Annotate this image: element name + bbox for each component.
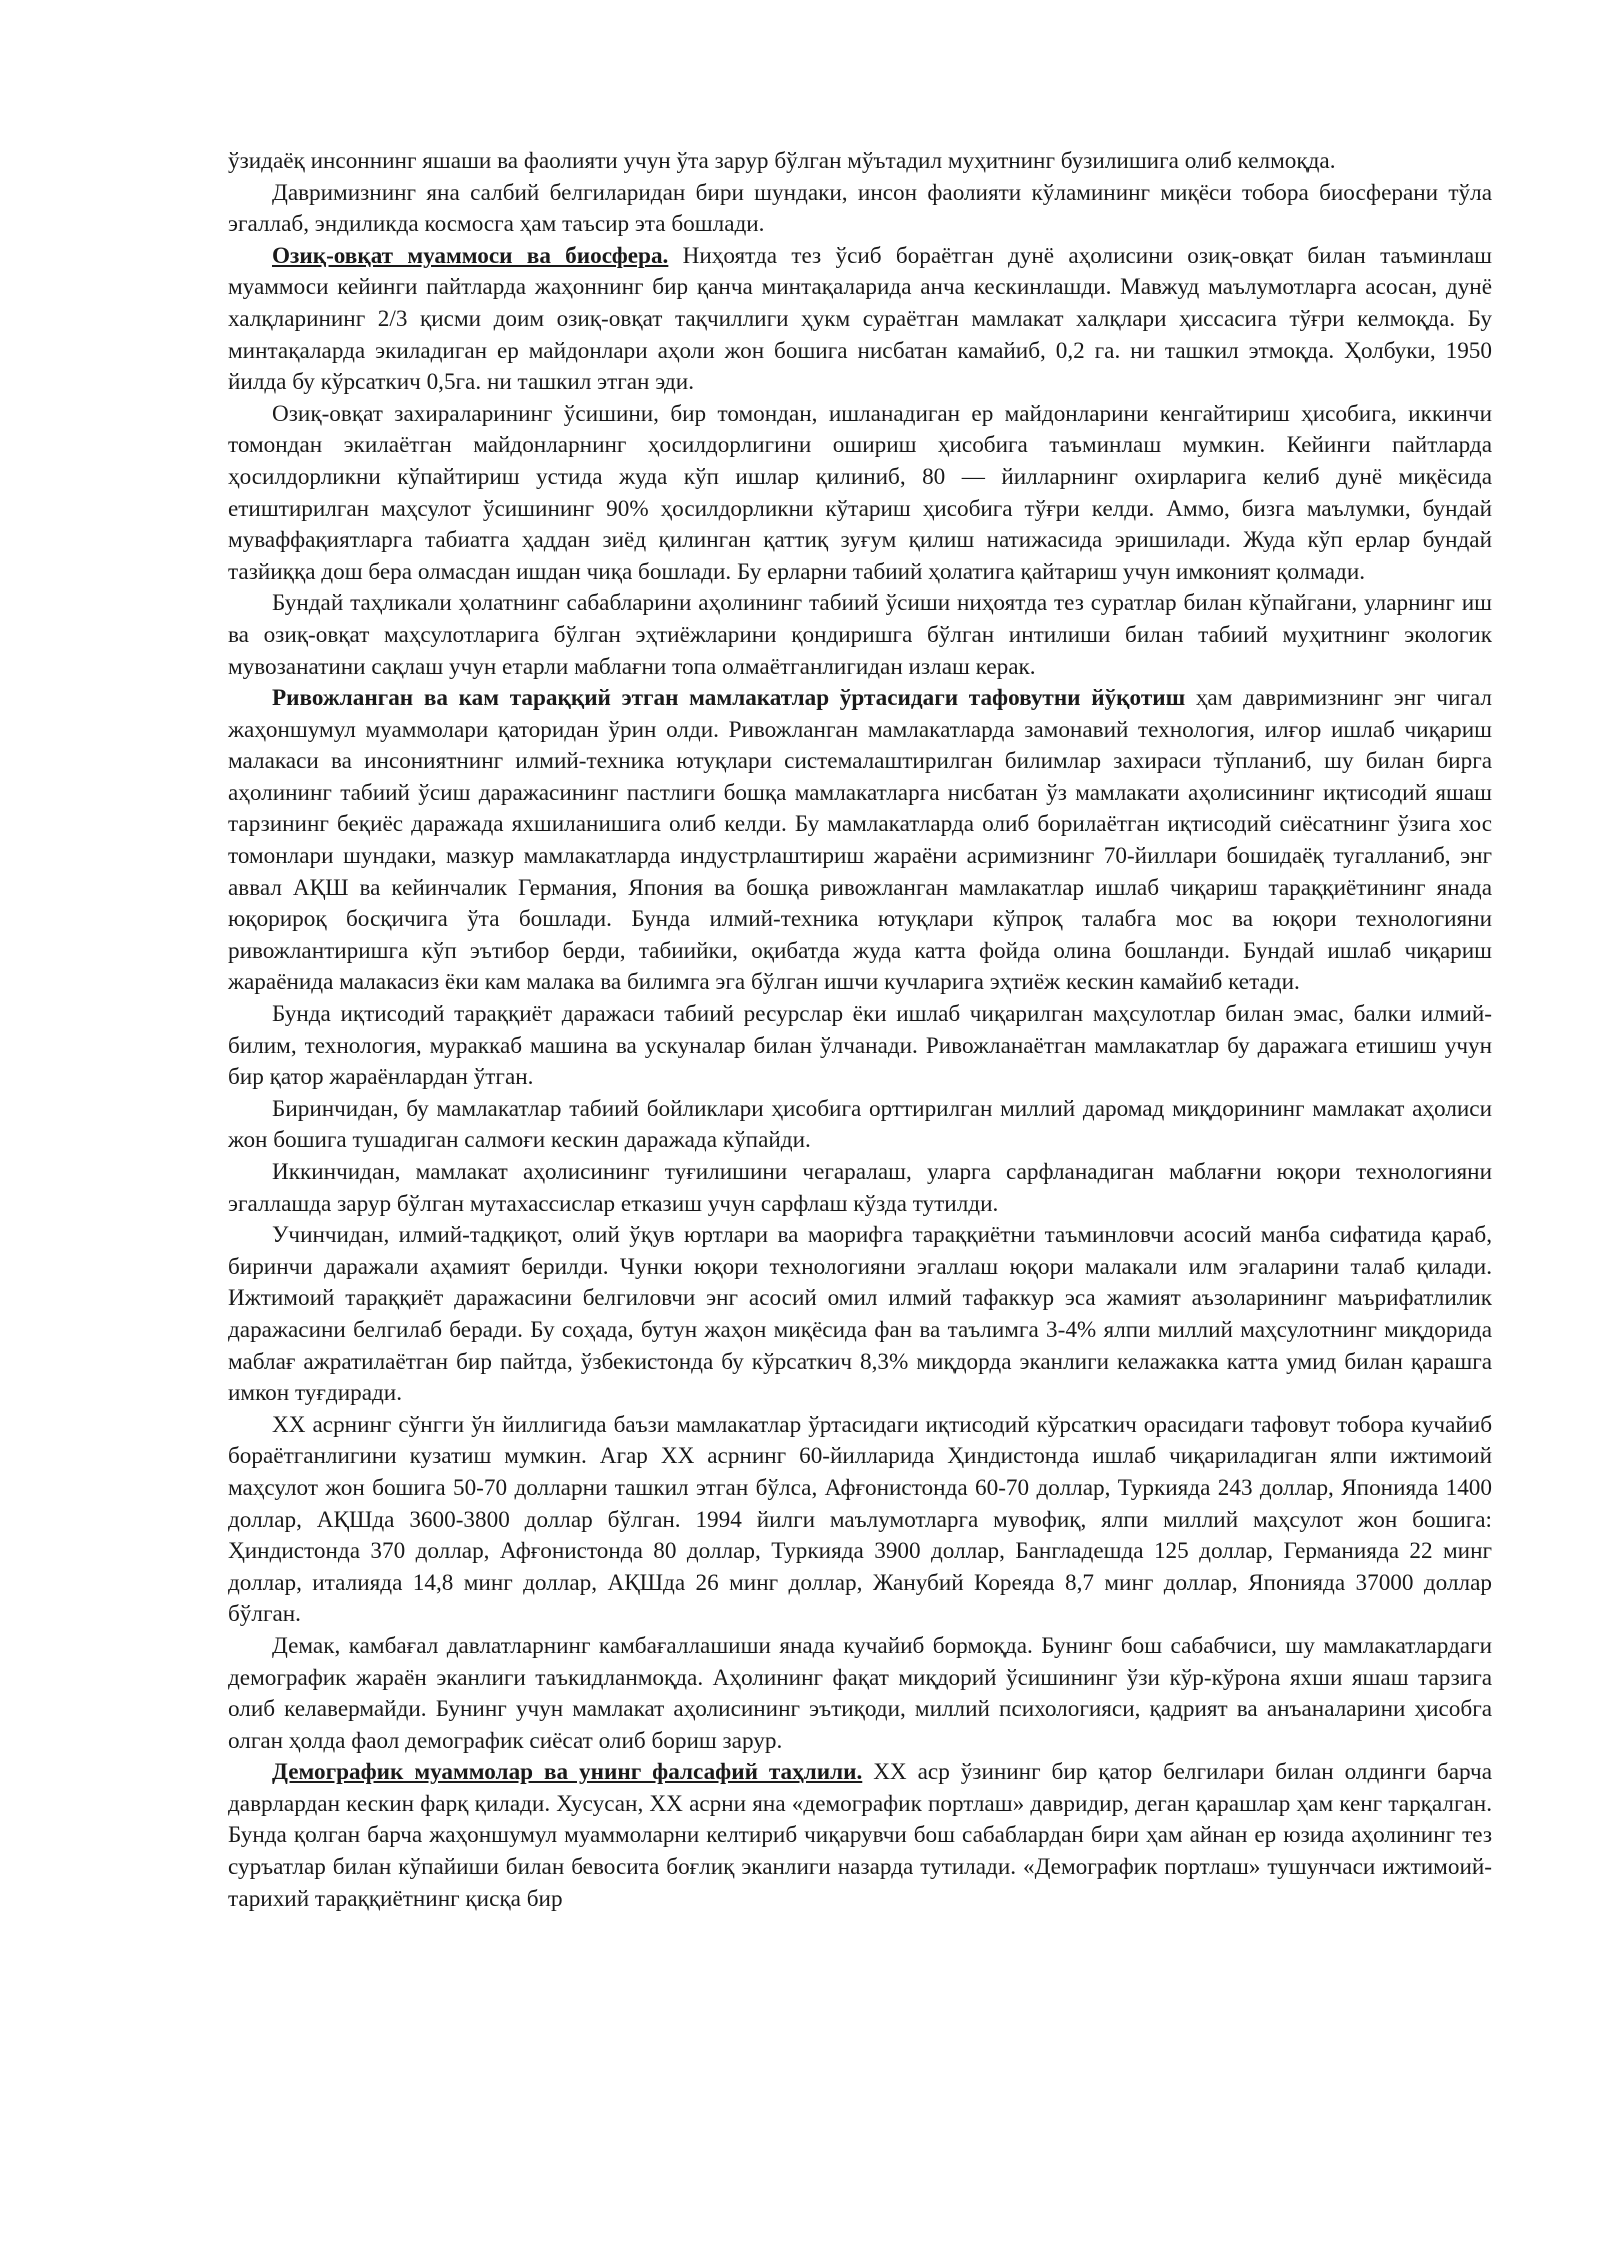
paragraph-5 <box>228 588 1492 683</box>
paragraph-developed-countries <box>228 683 1492 999</box>
paragraph-text: ҳам давримизнинг энг чигал жаҳоншумул муаммолари қаторидан ўрин олди. Ривожланган мамлакатларда замонавий технология, илғор ишлаб чиқариш малакаси ва инсониятнинг илмий-техника ютуқлари системалаштирилган билимлар захираси тўпланиб, шу билан бирга аҳолининг табиий ўсиш даражасининг пастлиги бошқа мамлакатларга нисбатан ўз мамлакати аҳолисининг иқтисодий яшаш тарзининг беқиёс даражада яхшиланишига олиб келди. Бу мамлакатларда олиб борилаётган иқтисодий сиёсатнинг ўзига хос томонлари шундаки, мазкур мамлакатларда индустрлаштириш жараёни асримизнинг 70-йиллари бошидаёқ тугалланиб, энг аввал АҚШ ва кейинчалик Германия, Япония ва бошқа ривожланган мамлакатлар ишлаб чиқариш тараққиётининг янада юқорироқ босқичига ўта бошлади. Бунда илмий-техника ютуқлари кўпроқ талабга мос ва юқори технологияни ривожлантиришга кўп эътибор берди, табиийки, оқибатда жуда катта фойда олина бошланди. Бундай ишлаб чиқариш жараёнида малакасиз ёки кам малака ва билимга эга бўлган ишчи кучларига эҳтиёж кескин камайиб кетади. <box>228 685 1492 996</box>
paragraph-4 <box>228 399 1492 589</box>
paragraph-11 <box>228 1410 1492 1631</box>
paragraph-text: Озиқ-овқат захираларининг ўсишини, бир томондан, ишланадиган ер майдонларини кенгайтириш ҳисобига, иккинчи томондан экилаётган майдонларнинг ҳосилдорлигини ошириш ҳисобига таъминлаш мумкин. Кейинги пайтларда ҳосилдорликни кўпайтириш устида жуда кўп ишлар қилиниб, 80 — йилларнинг охирларига келиб дунё миқёсида етиштирилган маҳсулот ўсишининг 90% ҳосилдорликни кўтариш ҳисобига тўғри келди. Аммо, бизга маълумки, бундай муваффақиятларга табиатга ҳаддан зиёд қилинган қаттиқ зуғум қилиш натижасида эришилади. Жуда кўп ерлар бундай тазйиққа дош бера олмасдан ишдан чиқа бошлади. Бу ерларни табиий ҳолатига қайтариш учун имконият қолмади. <box>228 400 1492 585</box>
paragraph-1 <box>228 146 1492 178</box>
paragraph-text: XX асрнинг сўнгги ўн йиллигида баъзи мамлакатлар ўртасидаги иқтисодий кўрсаткич орасидаги тафовут тобора кучайиб бораётганлигини кузатиш мумкин. Агар XX асрнинг 60-йилларида Ҳиндистонда ишлаб чиқариладиган ялпи ижтимоий маҳсулот жон бошига 50-70 долларни ташкил этган бўлса, Афғонистонда 60-70 доллар, Туркияда 243 доллар, Японияда 1400 доллар, АҚШда 3600-3800 доллар бўлган. 1994 йилги маълумотларга мувофиқ, ялпи миллий маҳсулот жон бошига: Ҳиндистонда 370 доллар, Афғонистонда 80 доллар, Туркияда 3900 доллар, Бангладешда 125 доллар, Германияда 22 минг доллар, италияда 14,8 минг доллар, АҚШда 26 минг доллар, Жанубий Кореяда 8,7 минг доллар, Японияда 37000 доллар бўлган. <box>228 1411 1492 1628</box>
paragraph-text: Биринчидан, бу мамлакатлар табиий бойликлари ҳисобига орттирилган миллий даромад миқдорининг мамлакат аҳолиси жон бошига тушадиган салмоғи кескин даражада кўпайди. <box>228 1095 1492 1154</box>
paragraph-9 <box>228 1157 1492 1220</box>
paragraph-text: Ниҳоятда тез ўсиб бораётган дунё аҳолисини озиқ-овқат билан таъминлаш муаммоси кейинги пайтларда жаҳоннинг бир қанча минтақаларида анча кескинлашди. Мавжуд маълумотларга асосан, дунё халқларининг 2/3 қисми доим озиқ-овқат тақчиллиги ҳукм сураётган мамлакат халқлари ҳиссасига тўғри келмоқда. Бу минтақаларда экиладиган ер майдонлари аҳоли жон бошига нисбатан камайиб, 0,2 га. ни ташкил этмоқда. Ҳолбуки, 1950 йилда бу кўрсаткич 0,5га. ни ташкил этган эди. <box>228 242 1492 396</box>
paragraph-7 <box>228 999 1492 1094</box>
paragraph-12 <box>228 1631 1492 1757</box>
paragraph-food-problem <box>228 241 1492 399</box>
paragraph-text: Давримизнинг яна салбий белгиларидан бири шундаки, инсон фаолияти кўламининг миқёси тобора биосферани тўла эгаллаб, эндиликда космосга ҳам таъсир эта бошлади. <box>228 179 1492 238</box>
paragraph-text: Иккинчидан, мамлакат аҳолисининг туғилишини чегаралаш, уларга сарфланадиган маблағни юқори технологияни эгаллашда зарур бўлган мутахассислар етказиш учун сарфлаш кўзда тутилди. <box>228 1159 1492 1217</box>
paragraph-text: Учинчидан, илмий-тадқиқот, олий ўқув юртлари ва маорифга тараққиётни таъминловчи асосий манба сифатида қараб, биринчи даражали аҳамият берилди. Чунки юқори технологияни эгаллаш юқори малакали илм эгаларини талаб қилади. Ижтимоий тараққиёт даражасини белгиловчи энг асосий омил илмий тафаккур эса жамият аъзоларининг маърифатлилик даражасини белгилаб беради. Бу соҳада, бутун жаҳон миқёсида фан ва таълимга 3-4% ялпи миллий маҳсулотнинг миқдорида маблағ ажратилаётган бир пайтда, ўзбекистонда бу кўрсаткич 8,3% миқдорда эканлиги келажакка катта умид билан қарашга имкон туғдиради. <box>228 1222 1492 1407</box>
paragraph-text: Демак, камбағал давлатларнинг камбағаллашиши янада кучайиб бормоқда. Бунинг бош сабабчиси, шу мамлакатлардаги демографик жараён эканлиги таъкидланмоқда. Аҳолининг фақат миқдорий ўсишининг ўзи кўр-кўрона яхши яшаш тарзига олиб келавермайди. Бунинг учун мамлакат аҳолисининг эътиқоди, миллий психологияси, қадрият ва анъаналарини ҳисобга олган ҳолда фаол демографик сиёсат олиб бориш зарур. <box>228 1632 1492 1754</box>
paragraph-text: ўзидаёқ инсоннинг яшаши ва фаолияти учун ўта зарур бўлган мўътадил муҳитнинг бузилишига олиб келмоқда. <box>228 148 1336 174</box>
paragraph-10 <box>228 1220 1492 1410</box>
document-page <box>228 146 1492 1915</box>
section-heading-development-gap: Ривожланган ва кам тараққий этган мамлакатлар ўртасидаги тафовутни йўқотиш <box>272 685 1186 712</box>
section-heading-demographic-problems: Демографик муаммолар ва унинг фалсафий таҳлили. <box>272 1759 863 1786</box>
section-heading-food-biosphere: Озиқ-овқат муаммоси ва биосфера. <box>272 242 669 269</box>
paragraph-demography <box>228 1757 1492 1915</box>
paragraph-text: Бунда иқтисодий тараққиёт даражаси табиий ресурслар ёки ишлаб чиқарилган маҳсулотлар билан эмас, балки илмий-билим, технология, мураккаб машина ва ускуналар билан ўлчанади. Ривожланаётган мамлакатлар бу даражага етишиш учун бир қатор жараёнлардан ўтган. <box>228 1001 1492 1091</box>
paragraph-8 <box>228 1094 1492 1157</box>
paragraph-text: Бундай таҳликали ҳолатнинг сабабларини аҳолининг табиий ўсиши ниҳоятда тез суратлар билан кўпайгани, уларнинг иш ва озиқ-овқат маҳсулотларига бўлган эҳтиёжларини қондиришга бўлган интилиши билан табиий муҳитнинг экологик мувозанатини сақлаш учун етарли маблағни топа олмаётганлигидан излаш керак. <box>228 590 1492 680</box>
paragraph-2 <box>228 178 1492 241</box>
paragraph-text: XX аср ўзининг бир қатор белгилари билан олдинги барча даврлардан кескин фарқ қилади. Хусусан, XX асрни яна «демографик портлаш» давридир, деган қарашлар ҳам кенг тарқалган. Бунда қолган барча жаҳоншумул муаммоларни келтириб чиқарувчи бош сабаблардан бири ҳам айнан ер юзида аҳолининг тез суръатлар билан кўпайиши билан бевосита боғлиқ эканлиги назарда тутилади. «Демографик портлаш» тушунчаси ижтимоий-тарихий тараққиётнинг қисқа бир <box>228 1759 1492 1912</box>
